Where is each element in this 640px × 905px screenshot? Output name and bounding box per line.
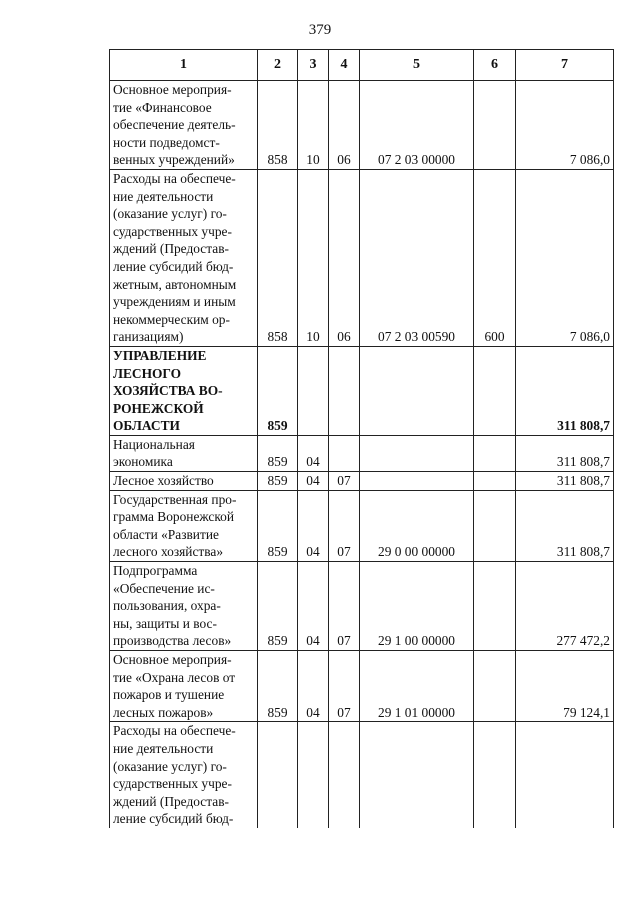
row-section-code: 04 <box>298 562 329 651</box>
row-section-code: 04 <box>298 490 329 561</box>
row-amount: 79 124,1 <box>516 651 614 722</box>
row-section-code: 10 <box>298 169 329 346</box>
row-name-text: Подпрограмма «Обеспечение ис- пользования, охра- ны, защиты и вос- производства лесов» <box>113 563 232 649</box>
row-amount: 311 808,7 <box>516 472 614 491</box>
table-row <box>110 490 614 561</box>
row-amount: 277 472,2 <box>516 562 614 651</box>
row-expense-type <box>474 472 516 491</box>
header-col-1: 1 <box>110 50 258 81</box>
table-row <box>110 722 614 828</box>
table-row <box>110 562 614 651</box>
row-ministry-code: 859 <box>258 651 298 722</box>
row-name <box>110 169 258 346</box>
row-subsection-code: 06 <box>329 169 360 346</box>
row-target-article <box>360 472 474 491</box>
row-name <box>110 490 258 561</box>
row-amount: 311 808,7 <box>516 346 614 435</box>
row-subsection-code: 07 <box>329 490 360 561</box>
row-ministry-code: 859 <box>258 562 298 651</box>
row-name <box>110 435 258 471</box>
header-col-6: 6 <box>474 50 516 81</box>
row-amount <box>516 722 614 828</box>
row-name-text: УПРАВЛЕНИЕ ЛЕСНОГО ХОЗЯЙСТВА ВО- РОНЕЖСКОЙ ОБЛАСТИ <box>113 347 223 434</box>
row-section-code <box>298 346 329 435</box>
row-subsection-code: 07 <box>329 472 360 491</box>
row-target-article: 29 0 00 00000 <box>360 490 474 561</box>
row-subsection-code: 07 <box>329 562 360 651</box>
row-name-text: Лесное хозяйство <box>113 473 214 489</box>
row-section-code: 04 <box>298 651 329 722</box>
row-section-code: 04 <box>298 472 329 491</box>
row-subsection-code <box>329 346 360 435</box>
row-subsection-code: 06 <box>329 81 360 170</box>
row-target-article: 29 1 01 00000 <box>360 651 474 722</box>
table-row <box>110 435 614 471</box>
table-row <box>110 472 614 491</box>
row-section-code: 10 <box>298 81 329 170</box>
header-col-7: 7 <box>516 50 614 81</box>
row-ministry-code: 859 <box>258 472 298 491</box>
row-name-text: Расходы на обеспече- ние деятельности (оказание услуг) го- сударственных учре- ждений (Предостав- ление субсидий бюд- жетным, автономным учреждениям и иным некоммерческим ор- ганизациям) <box>113 170 237 345</box>
row-ministry-code: 858 <box>258 81 298 170</box>
row-expense-type <box>474 562 516 651</box>
row-amount: 311 808,7 <box>516 490 614 561</box>
row-name-text: Национальная экономика <box>113 436 195 470</box>
row-expense-type <box>474 651 516 722</box>
row-name-text: Государственная про- грамма Воронежской области «Развитие лесного хозяйства» <box>113 491 237 560</box>
table-row <box>110 81 614 170</box>
row-name <box>110 651 258 722</box>
row-name-text: Основное мероприя- тие «Охрана лесов от пожаров и тушение лесных пожаров» <box>113 652 236 720</box>
row-expense-type <box>474 722 516 828</box>
table-row <box>110 346 614 435</box>
row-section-code: 04 <box>298 435 329 471</box>
row-subsection-code <box>329 435 360 471</box>
row-target-article <box>360 722 474 828</box>
budget-table <box>109 49 614 828</box>
header-col-4: 4 <box>329 50 360 81</box>
row-name <box>110 722 258 828</box>
row-section-code <box>298 722 329 828</box>
row-expense-type <box>474 435 516 471</box>
row-target-article: 29 1 00 00000 <box>360 562 474 651</box>
row-expense-type <box>474 490 516 561</box>
row-name-text: Расходы на обеспече- ние деятельности (оказание услуг) го- сударственных учре- ждений (Предостав- ление субсидий бюд- <box>113 723 236 827</box>
row-expense-type <box>474 81 516 170</box>
row-amount: 7 086,0 <box>516 81 614 170</box>
row-expense-type: 600 <box>474 169 516 346</box>
row-amount: 311 808,7 <box>516 435 614 471</box>
table-row <box>110 169 614 346</box>
header-col-3: 3 <box>298 50 329 81</box>
row-ministry-code <box>258 722 298 828</box>
row-target-article: 07 2 03 00590 <box>360 169 474 346</box>
row-amount: 7 086,0 <box>516 169 614 346</box>
row-ministry-code: 859 <box>258 435 298 471</box>
row-name <box>110 81 258 170</box>
page-number: 379 <box>308 22 332 38</box>
row-target-article <box>360 435 474 471</box>
row-name <box>110 472 258 491</box>
header-col-5: 5 <box>360 50 474 81</box>
row-ministry-code: 858 <box>258 169 298 346</box>
row-target-article: 07 2 03 00000 <box>360 81 474 170</box>
row-name-text: Основное мероприя- тие «Финансовое обеспечение деятель- ности подведомст- венных учреждений» <box>113 82 236 168</box>
table-row <box>110 651 614 722</box>
table-header-row <box>110 50 614 81</box>
row-name <box>110 346 258 435</box>
row-ministry-code: 859 <box>258 346 298 435</box>
row-ministry-code: 859 <box>258 490 298 561</box>
row-expense-type <box>474 346 516 435</box>
row-subsection-code <box>329 722 360 828</box>
row-target-article <box>360 346 474 435</box>
header-col-2: 2 <box>258 50 298 81</box>
row-name <box>110 562 258 651</box>
row-subsection-code: 07 <box>329 651 360 722</box>
